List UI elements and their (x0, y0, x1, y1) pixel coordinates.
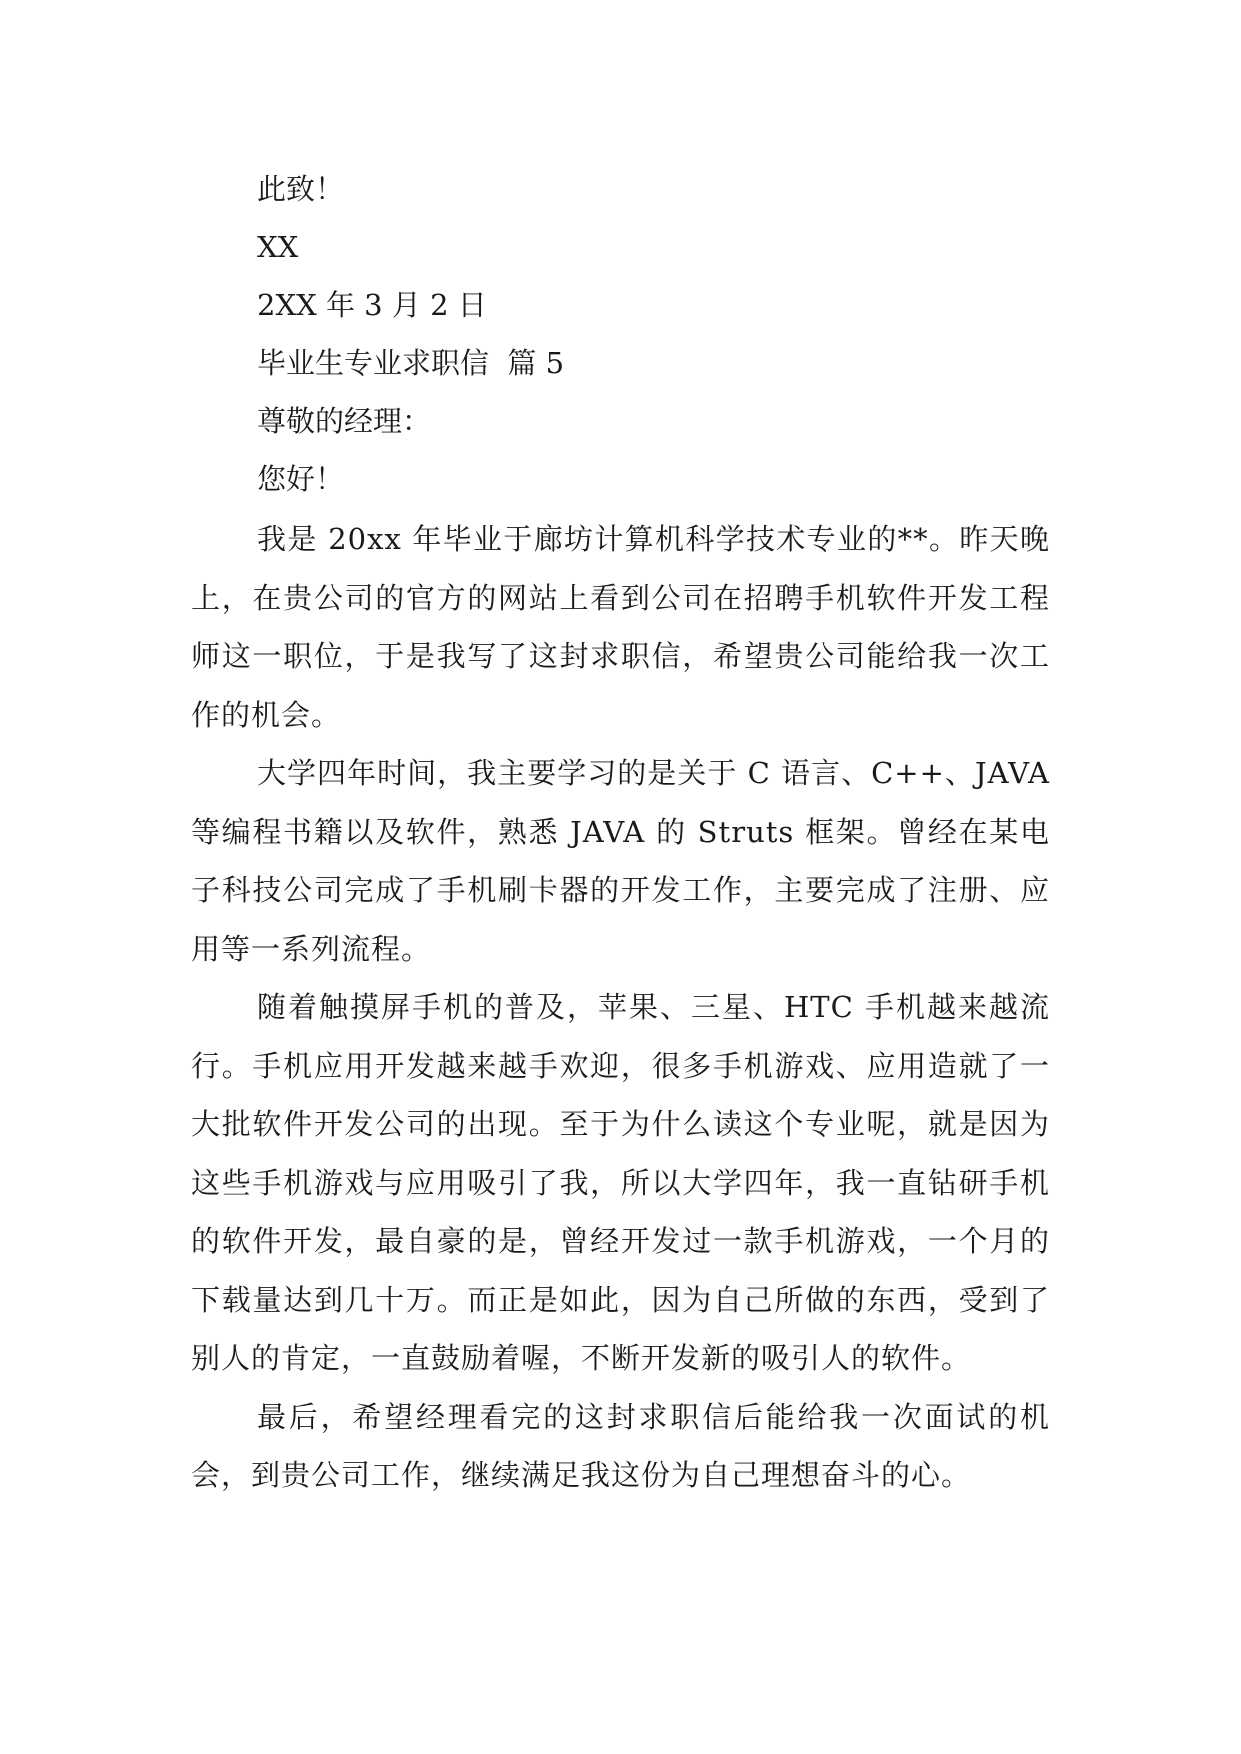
greeting: 尊敬的经理： (257, 404, 432, 438)
paragraph-education: 大学四年时间，我主要学习的是关于 C 语言、C++、JAVA 等编程书籍以及软件，熟悉 JAVA 的 Struts 框架。曾经在某电子科技公司完成了手机刷卡器的开发工作，主要完成了注册、应用等一系列流程。 (191, 756, 1050, 966)
closing-salutation: 此致！ (257, 172, 345, 206)
paragraph-intro: 我是 20xx 年毕业于廊坊计算机科学技术专业的**。昨天晚上，在贵公司的官方的网站上看到公司在招聘手机软件开发工程师这一职位，于是我写了这封求职信，希望贵公司能给我一次工作的机会。 (191, 522, 1050, 732)
paragraph-closing: 最后，希望经理看完的这封求职信后能给我一次面试的机会，到贵公司工作，继续满足我这份为自己理想奋斗的心。 (191, 1399, 1050, 1492)
letter-date: 2XX 年 3 月 2 日 (257, 288, 487, 322)
hello-line: 您好！ (257, 462, 345, 496)
letter-body (191, 160, 1050, 1505)
paragraph-motivation: 随着触摸屏手机的普及，苹果、三星、HTC 手机越来越流行。手机应用开发越来越手欢迎，很多手机游戏、应用造就了一大批软件开发公司的出现。至于为什么读这个专业呢，就是因为这些手机游戏与应用吸引了我，所以大学四年，我一直钻研手机的软件开发，最自豪的是，曾经开发过一款手机游戏，一个月的下载量达到几十万。而正是如此，因为自己所做的东西，受到了别人的肯定，一直鼓励着喔，不断开发新的吸引人的软件。 (191, 990, 1050, 1375)
section-heading: 毕业生专业求职信 篇 5 (257, 346, 565, 380)
signature: XX (257, 230, 299, 264)
